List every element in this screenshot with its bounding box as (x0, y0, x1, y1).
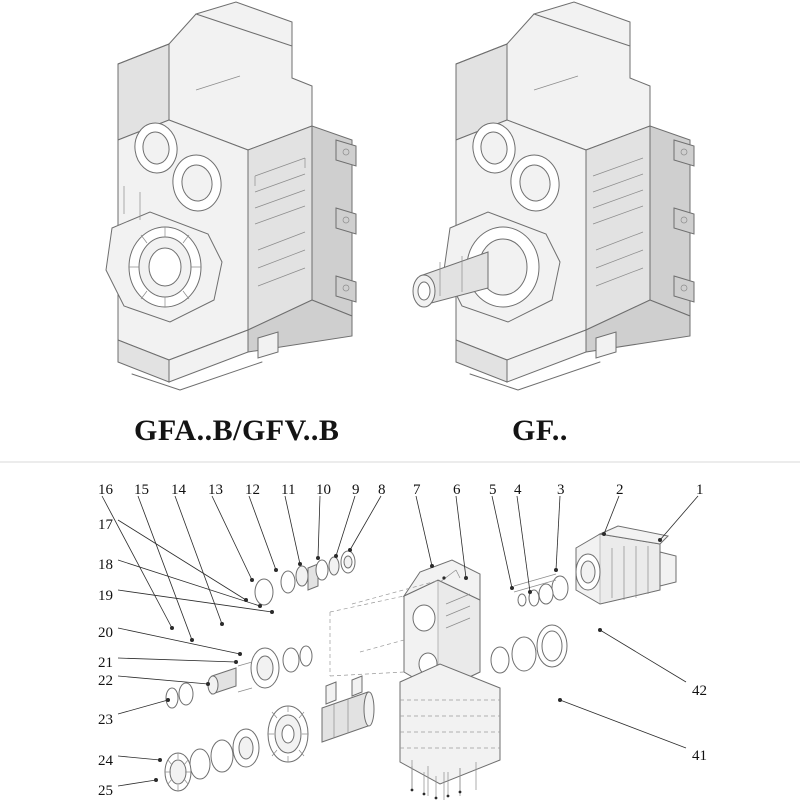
gear-unit-view-right (413, 2, 694, 390)
caption-left-model: GFA..B/GFV..B (134, 414, 340, 447)
exploded-assembly-diagram (102, 496, 698, 800)
callout-left-17: 17 (98, 517, 113, 533)
callout-top-10: 10 (316, 482, 331, 498)
callout-left-23: 23 (98, 712, 113, 728)
callout-top-6: 6 (453, 482, 461, 498)
callout-top-13: 13 (208, 482, 223, 498)
callout-top-7: 7 (413, 482, 421, 498)
callout-top-3: 3 (557, 482, 565, 498)
callout-left-24: 24 (98, 753, 113, 769)
gear-unit-view-left (106, 2, 356, 390)
callout-left-18: 18 (98, 557, 113, 573)
callout-top-9: 9 (352, 482, 360, 498)
callout-left-25: 25 (98, 783, 113, 799)
callout-left-19: 19 (98, 588, 113, 604)
caption-right-model: GF.. (512, 414, 568, 447)
callout-right-41: 41 (692, 748, 707, 764)
callout-top-1: 1 (696, 482, 704, 498)
callout-top-12: 12 (245, 482, 260, 498)
callout-top-15: 15 (134, 482, 149, 498)
callout-top-16: 16 (98, 482, 113, 498)
callout-left-20: 20 (98, 625, 113, 641)
callout-left-21: 21 (98, 655, 113, 671)
callout-top-4: 4 (514, 482, 522, 498)
callout-top-8: 8 (378, 482, 386, 498)
callout-top-5: 5 (489, 482, 497, 498)
callout-left-22: 22 (98, 673, 113, 689)
callout-top-14: 14 (171, 482, 186, 498)
callout-right-42: 42 (692, 683, 707, 699)
callout-top-11: 11 (281, 482, 296, 498)
callout-top-2: 2 (616, 482, 624, 498)
